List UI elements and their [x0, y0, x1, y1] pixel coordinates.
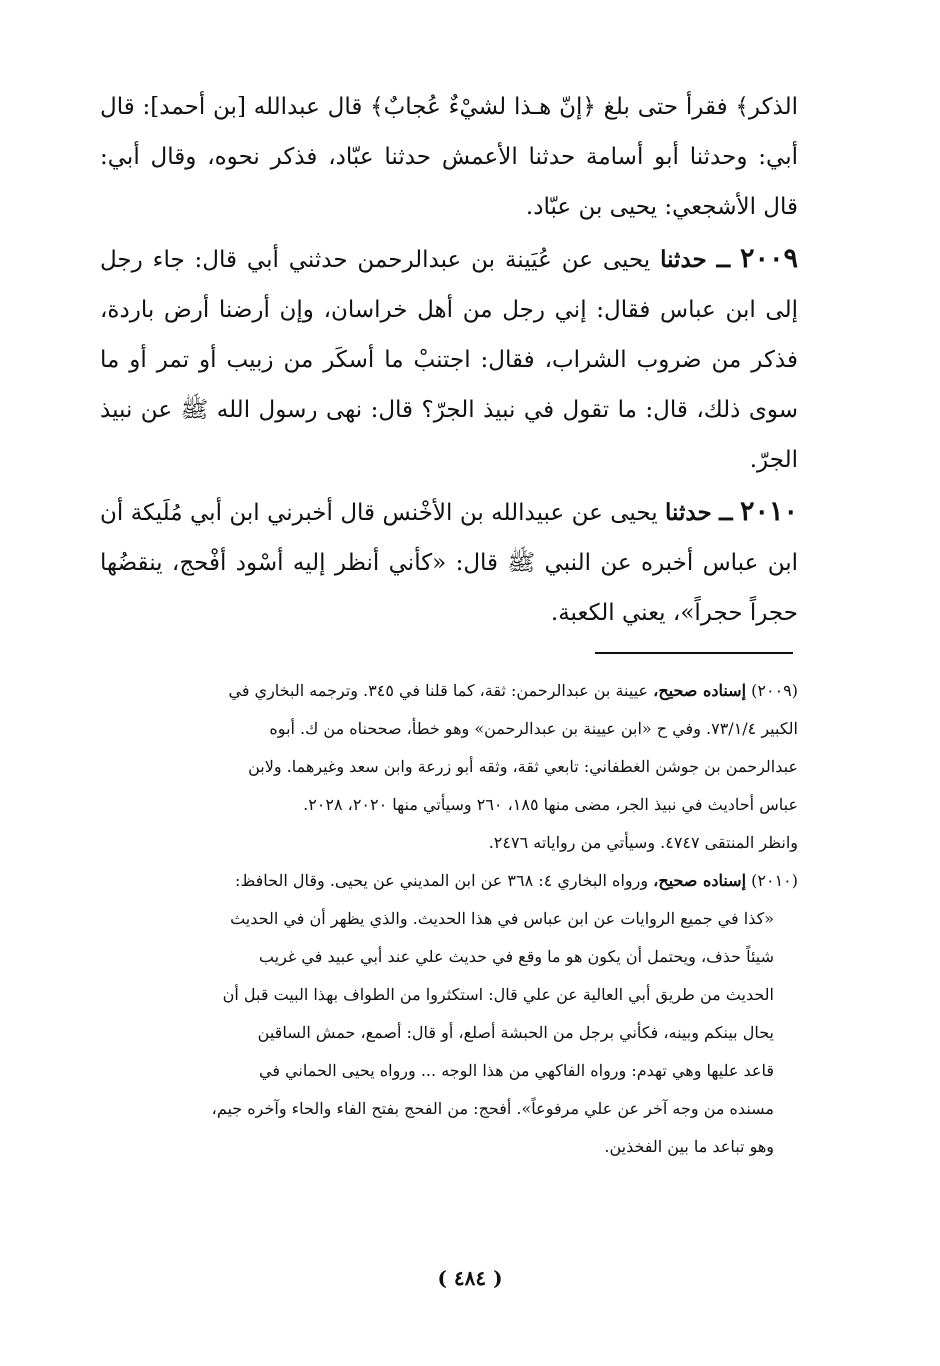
footnote-verdict: إسناده صحيح،	[653, 871, 747, 890]
hadith-keyword: حدثنا	[665, 499, 712, 526]
footnote-2010-line: وهو تباعد ما بين الفخذين.	[604, 1137, 774, 1156]
main-text	[100, 82, 798, 640]
hadith-dash: ــ	[719, 499, 733, 526]
hadith-number: ٢٠١٠	[740, 496, 799, 527]
footnote-2009-line: الكبير ٧٣/١/٤. وفي ح «ابن عيينة بن عبدالرحمن» وهو خطأ، صححناه من ك. أبوه	[269, 719, 798, 738]
footnote-separator	[595, 652, 793, 654]
hadith-text: يحيى عن عبيدالله بن الأخْنس قال أخبرني ابن أبي مُلَيكة أن ابن عباس أخبره عن النبي ﷺ قال: «كأني أنظر إليه أسْود أفْحج، ينقضُها حجراً حجراً»، يعني الكعبة.	[100, 500, 798, 626]
hadith-keyword: حدثنا	[660, 246, 707, 273]
footnote-2010-line: الحديث من طريق أبي العالية عن علي قال: استكثروا من الطواف بهذا البيت قبل أن	[222, 985, 774, 1004]
footnote-2010-line: «كذا في جميع الروايات عن ابن عباس في هذا الحديث. والذي يظهر أن في الحديث	[230, 909, 774, 928]
footnote-2009-line: عبدالرحمن بن جوشن الغطفاني: تابعي ثقة، وثقه أبو زرعة وابن سعد وغيرهما. ولابن	[248, 757, 798, 776]
footnote-2010-line: قاعد عليها وهي تهدم: ورواه الفاكهي من هذا الوجه ... ورواه يحيى الحماني في	[259, 1061, 774, 1080]
footnote-text: عيينة بن عبدالرحمن: ثقة، كما قلنا في ٣٤٥. وترجمه البخاري في	[228, 681, 649, 700]
footnote-2010-line	[100, 862, 798, 900]
page-number: ( ٤٨٤ )	[437, 1266, 503, 1290]
footnote-label: (٢٠١٠)	[751, 871, 798, 890]
hadith-2010	[100, 487, 798, 638]
footnote-2009-line	[100, 672, 798, 710]
footnote-2010-line: يحال بينكم وبينه، فكأني برجل من الحبشة أصلع، أو قال: أصمع، حمش الساقين	[257, 1023, 774, 1042]
hadith-dash: ــ	[716, 246, 731, 273]
hadith-number: ٢٠٠٩	[740, 243, 799, 274]
footnote-text: ورواه البخاري ٤: ٣٦٨ عن ابن المديني عن يحيى. وقال الحافظ:	[235, 871, 649, 890]
footnote-2010-line: شيئاً حذف، ويحتمل أن يكون هو ما وقع في حديث علي عند أبي عبيد في غريب	[258, 947, 774, 966]
paragraph-continuation: الذكر﴾ فقرأ حتى بلغ ﴿إنّ هـذا لشيْءٌ عُجابٌ﴾ قال عبدالله [بن أحمد]: قال أبي: وحدثنا أبو أسامة حدثنا الأعمش حدثنا عبّاد، فذكر نحوه، وقال أبي: قال الأشجعي: يحيى بن عبّاد.	[100, 94, 798, 220]
hadith-2009	[100, 234, 798, 485]
footnote-2010-line: مسنده من وجه آخر عن علي مرفوعاً». أفحج: من الفحج بفتح الفاء والحاء وآخره جيم،	[211, 1099, 774, 1118]
hadith-text: يحيى عن عُيَينة بن عبدالرحمن حدثني أبي قال: جاء رجل إلى ابن عباس فقال: إني رجل من أهل خراسان، وإن أرضنا أرض باردة، فذكر من ضروب الشراب، فقال: اجتنبْ ما أسكَر من زبيب أو تمر أو ما سوى ذلك، قال: ما تقول في نبيذ الجرّ؟ قال: نهى رسول الله ﷺ عن نبيذ الجرّ.	[100, 247, 798, 473]
footnote-2009-line: وانظر المنتقى ٤٧٤٧. وسيأتي من رواياته ٢٤٧٦.	[488, 833, 798, 852]
footnote-verdict: إسناده صحيح،	[653, 681, 747, 700]
footnotes	[100, 672, 798, 1166]
footnote-2009-line: عباس أحاديث في نبيذ الجر، مضى منها ١٨٥، ٢٦٠ وسيأتي منها ٢٠٢٠، ٢٠٢٨.	[303, 795, 798, 814]
footnote-label: (٢٠٠٩)	[751, 681, 798, 700]
